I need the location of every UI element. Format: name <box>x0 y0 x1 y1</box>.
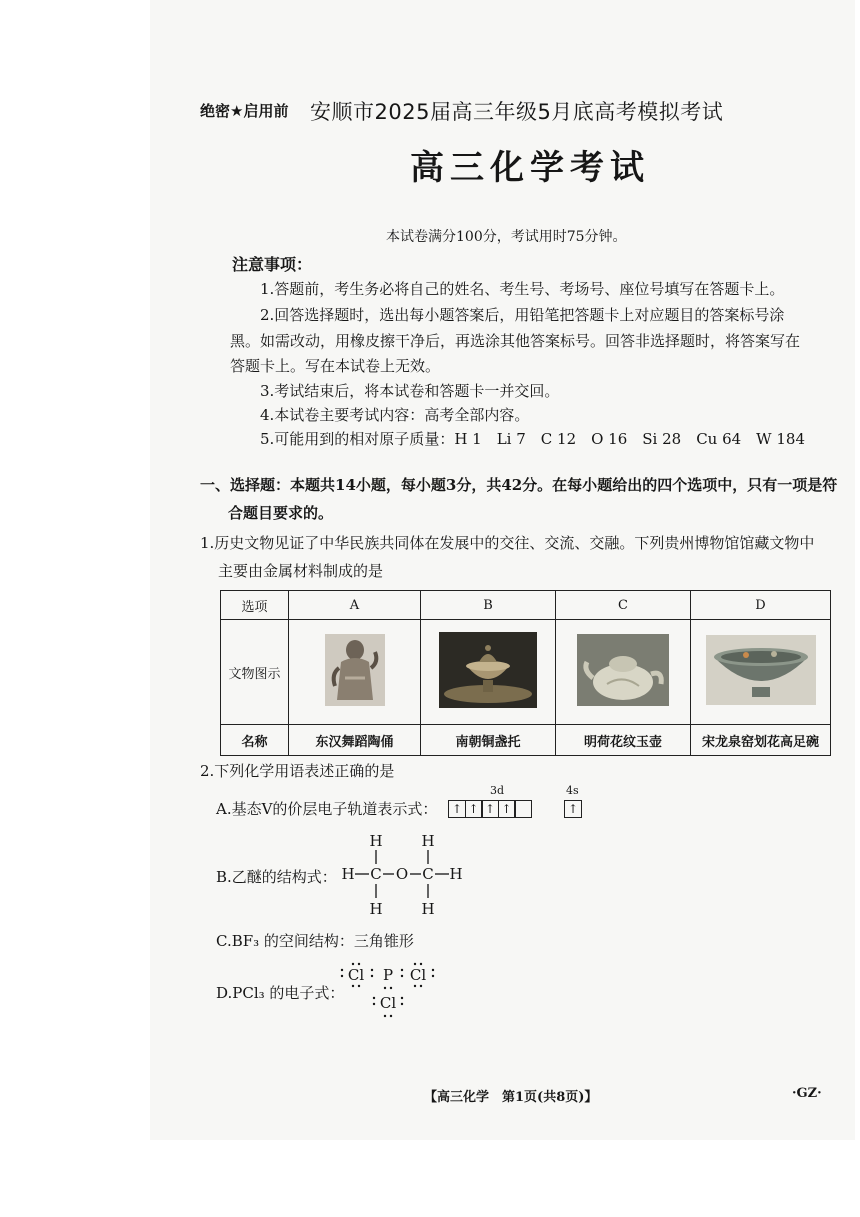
diethyl-ether-structure <box>336 828 476 924</box>
atom-h: H <box>449 865 463 883</box>
question-1-stem: 1.历史文物见证了中华民族共同体在发展中的交往、交流、交融。下列贵州博物馆馆藏文物中 <box>200 534 815 552</box>
relics-table <box>220 590 831 756</box>
table-header-cell: D <box>691 591 831 620</box>
relic-image-b <box>421 620 556 725</box>
orbital-box: ↑ <box>481 800 499 818</box>
table-header-cell: C <box>556 591 691 620</box>
option-c-text: C.BF₃ 的空间结构：三角锥形 <box>216 932 414 950</box>
atom-h: H <box>421 900 435 918</box>
relic-name: 南朝铜盏托 <box>421 725 556 756</box>
atom-h: H <box>369 900 383 918</box>
note-item: 黑。如需改动，用橡皮擦干净后，再选涂其他答案标号。回答非选择题时，将答案写在 <box>230 332 801 350</box>
paper-code: ·GZ· <box>792 1086 822 1101</box>
note-item: 答题卡上。写在本试卷上无效。 <box>230 357 441 375</box>
atom-h: H <box>421 832 435 850</box>
relic-name: 宋龙泉窑划花高足碗 <box>691 725 831 756</box>
page-title: 高三化学考试 <box>410 148 650 188</box>
relic-name: 东汉舞蹈陶俑 <box>289 725 421 756</box>
note-item: 5.可能用到的相对原子质量：H 1 Li 7 C 12 O 16 Si 28 Cu 64 W 184 <box>260 430 805 448</box>
orbital-box: ↑ <box>465 800 483 818</box>
pcl3-electron-dot-structure <box>336 960 446 1020</box>
atom-c: C <box>370 865 382 883</box>
atom-c: C <box>422 865 434 883</box>
orbital-box: ↑ <box>564 800 582 818</box>
celadon-bowl-image <box>706 635 816 705</box>
exam-name: 安顺市2025届高三年级5月底高考模拟考试 <box>310 100 724 124</box>
section-heading: 一、选择题：本题共14小题，每小题3分，共42分。在每小题给出的四个选项中，只有一项是符 <box>200 476 838 494</box>
row-label-image: 文物图示 <box>221 620 289 725</box>
row-label-name: 名称 <box>221 725 289 756</box>
label-4s: 4s <box>566 784 579 797</box>
orbital-4s-boxes <box>564 798 581 818</box>
table-header-cell: B <box>421 591 556 620</box>
table-header-cell: 选项 <box>221 591 289 620</box>
note-item: 1.答题前，考生务必将自己的姓名、考生号、考场号、座位号填写在答题卡上。 <box>260 280 785 298</box>
option-b-text: B.乙醚的结构式： <box>216 868 337 886</box>
confidential-label: 绝密★启用前 <box>200 102 289 120</box>
jade-pot-image <box>577 634 669 706</box>
relic-image-a <box>289 620 421 725</box>
relic-name: 明荷花纹玉壶 <box>556 725 691 756</box>
orbital-3d-boxes <box>448 798 531 818</box>
section-heading-cont: 合题目要求的。 <box>228 504 334 522</box>
option-d-text: D.PCl₃ 的电子式： <box>216 984 345 1002</box>
atom-cl: Cl <box>347 966 365 984</box>
label-3d: 3d <box>490 784 505 797</box>
dancing-figurine-image <box>325 634 385 706</box>
atom-h: H <box>369 832 383 850</box>
orbital-box: ↑ <box>448 800 466 818</box>
notes-heading: 注意事项： <box>232 255 313 274</box>
question-1-stem-cont: 主要由金属材料制成的是 <box>218 562 384 580</box>
note-item: 3.考试结束后，将本试卷和答题卡一并交回。 <box>260 382 560 400</box>
note-item: 4.本试卷主要考试内容：高考全部内容。 <box>260 406 530 424</box>
atom-h: H <box>341 865 355 883</box>
orbital-box: ↑ <box>498 800 516 818</box>
atom-o: O <box>395 865 409 883</box>
atom-cl: Cl <box>409 966 427 984</box>
question-2-stem: 2.下列化学用语表述正确的是 <box>200 762 395 780</box>
table-header-cell: A <box>289 591 421 620</box>
orbital-box <box>514 800 532 818</box>
note-item: 2.回答选择题时，选出每小题答案后，用铅笔把答题卡上对应题目的答案标号涂 <box>260 306 785 324</box>
bronze-cup-saucer-image <box>439 632 537 708</box>
option-a-text: A.基态V的价层电子轨道表示式： <box>216 800 438 818</box>
atom-p: P <box>382 966 394 984</box>
exam-meta: 本试卷满分100分，考试用时75分钟。 <box>386 229 627 245</box>
relic-image-d <box>691 620 831 725</box>
atom-cl: Cl <box>379 994 397 1012</box>
relic-image-c <box>556 620 691 725</box>
page-footer: 【高三化学 第1页(共8页)】 <box>424 1090 598 1105</box>
